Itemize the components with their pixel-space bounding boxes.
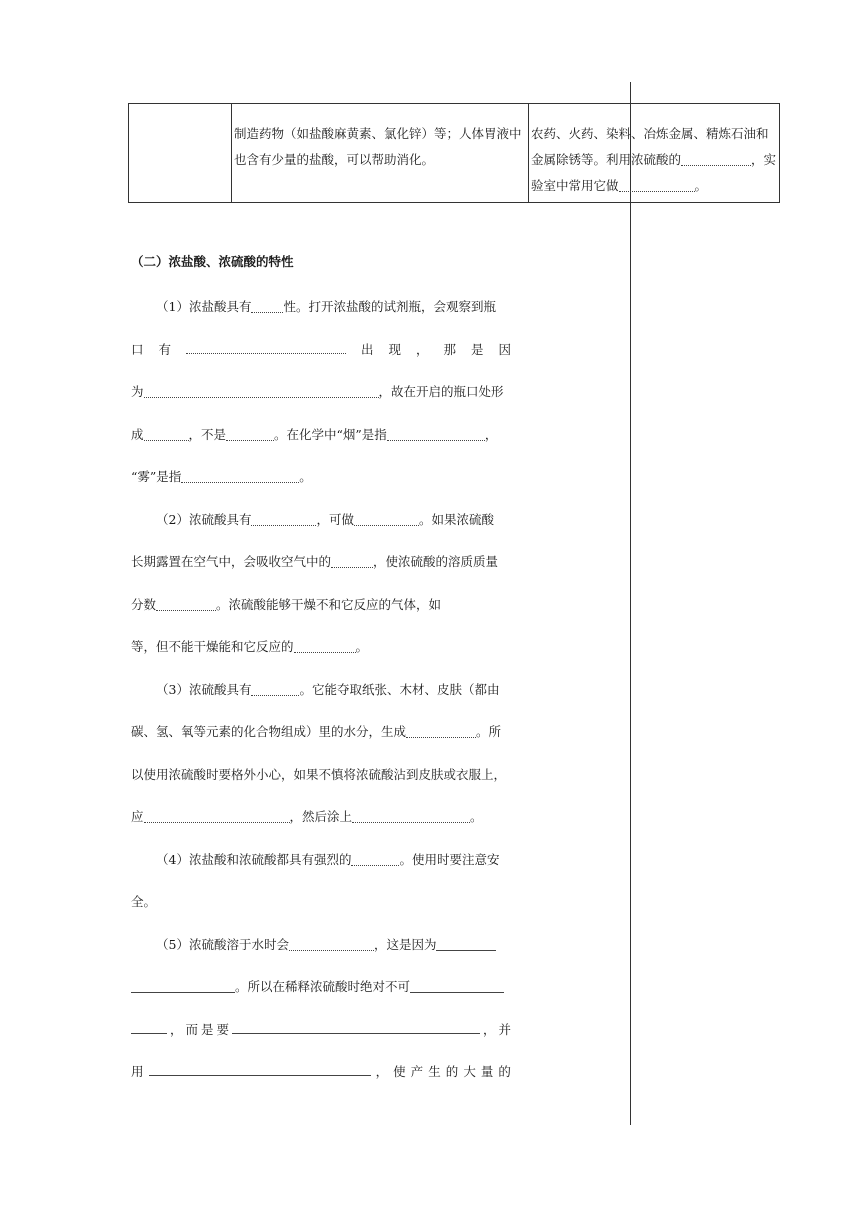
- blank-field[interactable]: [156, 597, 216, 611]
- paragraph-2-line-4: [131, 626, 511, 669]
- page-divider-line: [630, 82, 631, 1125]
- paragraph-1-line-4: [131, 414, 511, 457]
- text: 应: [131, 809, 144, 824]
- paragraph-2-line-1: [131, 499, 511, 542]
- section-heading: （二）浓盐酸、浓硫酸的特性: [131, 254, 294, 269]
- text: ，故在开启的瓶口处形: [378, 384, 504, 399]
- text: 有: [158, 341, 172, 357]
- blank-field[interactable]: [436, 937, 496, 951]
- text: 而: [185, 1021, 198, 1037]
- paragraph-2-line-3: [131, 584, 511, 627]
- text: 。: [470, 809, 483, 824]
- text: 。在化学中“烟”是指: [274, 426, 387, 442]
- text: 要: [216, 1021, 229, 1037]
- paragraph-5-line-1: [131, 924, 511, 967]
- text: 长期露置在空气中，会吸收空气中的: [131, 554, 332, 569]
- blank-field[interactable]: [354, 512, 419, 526]
- text: 那: [443, 341, 456, 357]
- text: 出: [360, 341, 374, 357]
- table-row: [129, 104, 780, 203]
- blank-field[interactable]: [387, 427, 485, 441]
- paragraph-1-line-3: [131, 371, 511, 414]
- text: （4）浓盐酸和浓硫酸都具有强烈的: [156, 851, 352, 867]
- text: 的: [498, 1064, 511, 1079]
- text: ，: [169, 1021, 183, 1037]
- blank-field[interactable]: [251, 300, 283, 314]
- table-cell-name: [129, 104, 232, 203]
- paragraph-2-line-2: [131, 541, 511, 584]
- paragraph-1-line-1: [131, 286, 511, 329]
- paragraph-1-line-5: [131, 456, 511, 499]
- text: 生: [428, 1064, 441, 1079]
- paragraph-4-line-1: [131, 839, 511, 882]
- text: 是: [200, 1021, 214, 1037]
- blank-field[interactable]: [681, 153, 751, 167]
- text: 。: [299, 469, 312, 484]
- paragraph-3-line-2: [131, 711, 511, 754]
- text: 大: [463, 1064, 476, 1079]
- blank-field[interactable]: [232, 1020, 480, 1034]
- text: ，可做: [316, 511, 354, 527]
- text: 。如果浓硫酸: [418, 511, 494, 527]
- blank-field[interactable]: [131, 980, 235, 994]
- text: 的: [445, 1064, 459, 1079]
- text: 为: [131, 384, 144, 399]
- text: 并: [498, 1021, 511, 1037]
- text: （5）浓硫酸溶于水时会: [156, 936, 289, 952]
- blank-field[interactable]: [131, 1020, 167, 1034]
- text: ，: [482, 1021, 496, 1037]
- text: 产: [410, 1064, 424, 1079]
- blank-field[interactable]: [406, 725, 476, 739]
- paragraph-3-line-1: [131, 669, 511, 712]
- text: ，: [484, 426, 498, 442]
- text: 。使用时要注意安: [399, 851, 500, 867]
- blank-field[interactable]: [289, 937, 374, 951]
- paragraph-1-line-2: [131, 329, 511, 372]
- h2so4-uses-text-2: ，实验室中常用它做: [531, 152, 777, 193]
- blank-field[interactable]: [144, 385, 379, 399]
- paragraph-4-line-2: [131, 881, 511, 924]
- text: 。所以在稀释浓硫酸时绝对不可: [235, 979, 411, 994]
- blank-field[interactable]: [251, 682, 299, 696]
- paragraph-5-line-2: [131, 966, 511, 1009]
- blank-field[interactable]: [144, 427, 189, 441]
- text: 是: [470, 341, 484, 357]
- blank-field[interactable]: [226, 427, 274, 441]
- text: 全。: [131, 894, 157, 909]
- worksheet-body: [131, 286, 511, 1094]
- table-cell-hcl-uses: 制造药物（如盐酸麻黄素、氯化锌）等；人体胃液中也含有少量的盐酸，可以帮助消化。: [232, 104, 529, 203]
- text: （2）浓硫酸具有: [156, 511, 252, 527]
- text: 性。打开浓盐酸的试剂瓶，会观察到瓶: [283, 299, 496, 314]
- text: 。所: [476, 724, 502, 739]
- blank-field[interactable]: [149, 1063, 371, 1077]
- paragraph-5-line-4: [131, 1051, 511, 1094]
- text: ，然后涂上: [289, 809, 353, 824]
- text: 分数: [131, 596, 157, 612]
- text: 成: [131, 426, 144, 442]
- text: 用: [131, 1064, 144, 1079]
- text: 量: [480, 1064, 494, 1079]
- text: 以使用浓硫酸时要格外小心，如果不慎将浓硫酸沾到皮肤或衣服上，: [131, 766, 507, 782]
- text: 等，但不能干燥能和它反应的: [131, 639, 294, 654]
- text: ，不是: [188, 426, 227, 442]
- blank-field[interactable]: [410, 980, 504, 994]
- h2so4-uses-text: 农药、火药、染料、冶炼金属、精炼石油和金属除锈等。利用浓硫酸的: [531, 126, 769, 167]
- paragraph-5-line-3: [131, 1009, 511, 1052]
- uses-table: [128, 103, 780, 203]
- blank-field[interactable]: [352, 810, 470, 824]
- blank-field[interactable]: [186, 340, 346, 354]
- text: 碳、氢、氧等元素的化合物组成）里的水分，生成: [131, 724, 407, 739]
- text: 。它能夺取纸张、木材、皮肤（都由: [299, 681, 500, 697]
- text: ，: [375, 1064, 389, 1079]
- text: 现: [388, 341, 401, 357]
- text: 因: [498, 341, 511, 357]
- h2so4-uses-text-3: 。: [694, 178, 708, 193]
- text: （3）浓硫酸具有: [156, 681, 252, 697]
- text: ，使浓硫酸的溶质质量: [373, 554, 499, 569]
- blank-field[interactable]: [181, 470, 299, 484]
- text: 口: [131, 341, 144, 357]
- text: 使: [393, 1064, 406, 1079]
- blank-field[interactable]: [619, 179, 695, 193]
- table-cell-h2so4-uses: [529, 104, 780, 203]
- blank-field[interactable]: [251, 512, 316, 526]
- blank-field[interactable]: [294, 640, 356, 654]
- blank-field[interactable]: [144, 810, 290, 824]
- blank-field[interactable]: [331, 555, 373, 569]
- text: “雾”是指: [131, 469, 182, 484]
- text: （1）浓盐酸具有: [156, 299, 252, 314]
- paragraph-3-line-4: [131, 796, 511, 839]
- paragraph-3-line-3: [131, 754, 511, 797]
- blank-field[interactable]: [351, 852, 399, 866]
- text: 。浓硫酸能够干燥不和它反应的气体，如: [216, 596, 442, 612]
- text: ，: [415, 341, 429, 357]
- text: 。: [355, 639, 369, 654]
- text: ，这是因为: [373, 936, 437, 952]
